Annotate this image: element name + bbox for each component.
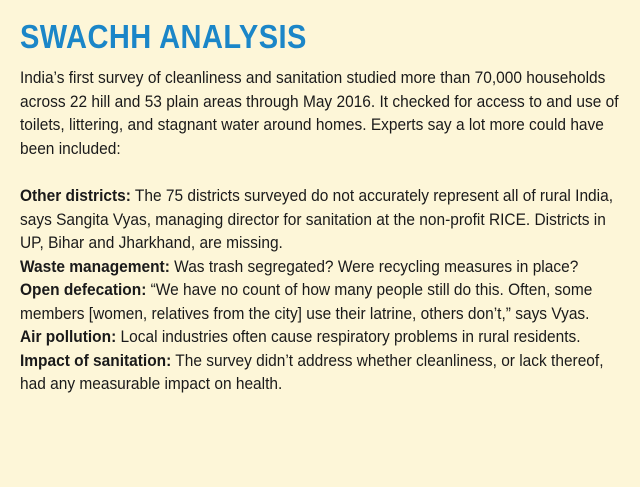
finding-text: Local industries often cause respiratory problems in rural residents. xyxy=(116,327,581,346)
finding-open-defecation xyxy=(20,278,621,325)
findings-list xyxy=(20,184,621,396)
finding-text: “We have no count of how many people still do this. Often, some members [women, relatives from the city] use their latrine, others don’t,” says Vyas. xyxy=(20,280,593,323)
finding-text: Was trash segregated? Were recycling measures in place? xyxy=(169,256,579,276)
finding-term: Impact of sanitation: xyxy=(20,350,172,370)
finding-impact-of-sanitation xyxy=(20,349,621,396)
finding-term: Open defecation: xyxy=(20,280,147,299)
panel-title: SWACHH ANALYSIS xyxy=(20,18,307,55)
finding-term: Waste management: xyxy=(20,256,170,276)
finding-text: The 75 districts surveyed do not accurately represent all of rural India, says Sangita Vyas, managing director for sanitation at the non-profit RICE. Districts in UP, Bihar and Jharkhand, are missing. xyxy=(20,186,614,252)
finding-term: Air pollution: xyxy=(20,327,117,346)
finding-term: Other districts: xyxy=(20,186,131,205)
finding-text: The survey didn’t address whether cleanliness, or lack thereof, had any measurable impact on health. xyxy=(20,350,604,393)
intro-paragraph: India’s first survey of cleanliness and sanitation studied more than 70,000 households across 22 hill and 53 plain areas through May 2016. It checked for access to and use of toilets, littering, and stagnant water around homes. Experts say a lot more could have been included: xyxy=(20,68,619,158)
finding-air-pollution xyxy=(20,325,621,349)
finding-waste-management xyxy=(20,255,621,279)
finding-other-districts xyxy=(20,184,621,255)
